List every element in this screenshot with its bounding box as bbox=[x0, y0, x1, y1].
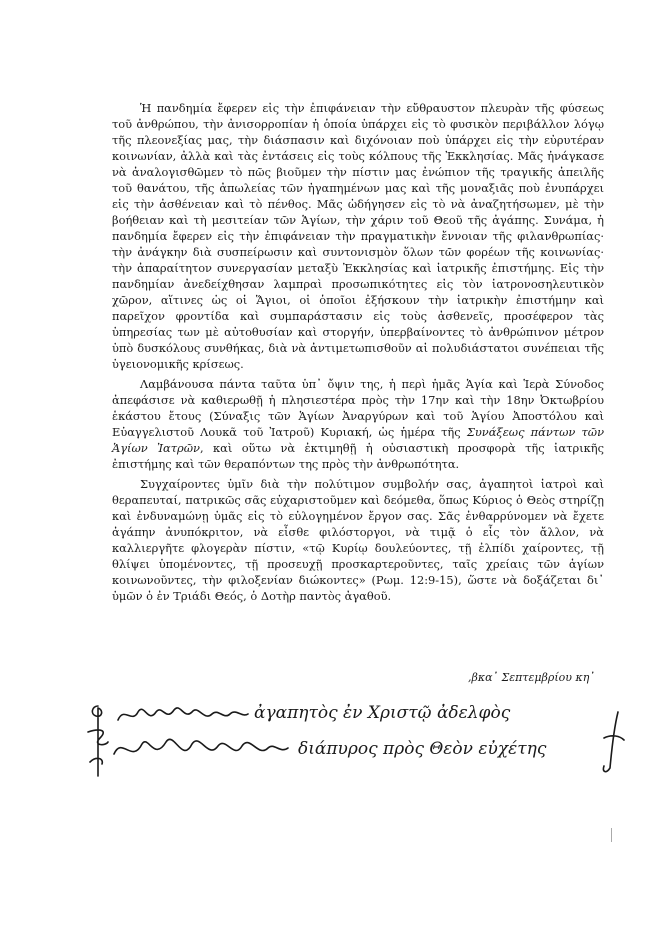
feast-name-emphasis: Συνάξεως πάντων τῶν Ἁγίων Ἰατρῶν bbox=[112, 425, 604, 455]
paragraph-text: , καὶ οὕτω νὰ ἐκτιμηθῇ ἡ οὐσιαστικὴ προσφορὰ τῆς ἰατρικῆς ἐπιστήμης καὶ τῶν θεραπόντων της πρὸς τὴν ἀνθρωπότητα. bbox=[112, 441, 604, 471]
paragraph-text: Λαμβάνουσα πάντα ταῦτα ὑπ᾽ ὄψιν της, ἡ περὶ ἡμᾶς Ἁγία καὶ Ἱερὰ Σύνοδος ἀπεφάσισε νὰ καθιερωθῇ ἡ πλησιεστέρα πρὸς τὴν 17ην καὶ τὴν 18ην Ὀκτωβρίου ἑκάστου ἔτους (Σύναξις τῶν Ἁγίων Ἀναργύρων καὶ τοῦ Ἁγίου Ἀποστόλου καὶ Εὐαγγελιστοῦ Λουκᾶ τοῦ Ἰατροῦ) Κυριακή, ὡς ἡμέρα τῆς bbox=[112, 377, 604, 439]
signature-line-2: διάπυρος πρὸς Θεὸν εὐχέτης bbox=[298, 739, 547, 759]
paragraph-blessing bbox=[112, 476, 604, 604]
paragraph-synod-decision bbox=[112, 376, 604, 472]
signature-line-1: ἀγαπητὸς ἐν Χριστῷ ἀδελφὸς bbox=[254, 703, 511, 723]
paragraph-text: Συγχαίροντες ὑμῖν διὰ τὴν πολύτιμον συμβολήν σας, ἀγαπητοὶ ἰατροὶ καὶ θεραπευταί, πατρικῶς σᾶς εὐχαριστοῦμεν καὶ δεόμεθα, ὅπως Κύριος ὁ Θεὸς στηρίζῃ καὶ ἐνδυναμώνῃ ὑμᾶς εἰς τὸ εὐλογημένον ἔργον σας. Σᾶς ἐνθαρρύνομεν νὰ ἔχετε ἀγάπην ἀνυπόκριτον, νὰ εἶσθε φιλόστοργοι, νὰ τιμᾷ ὁ εἷς τὸν ἄλλον, νὰ καλλιεργῆτε φλογερὰν πίστιν, «τῷ Κυρίῳ δουλεύοντες, τῇ ἐλπίδι χαίροντες, τῇ θλίψει ὑπομένοντες, τῇ προσευχῇ προσκαρτεροῦντες, ταῖς χρείαις τῶν ἁγίων κοινωνοῦντες, τὴν φιλοξενίαν διώκοντες» (Ρωμ. 12:9-15), ὥστε νὰ δοξάζεται δι᾽ ὑμῶν ὁ ἐν Τριάδι Θεός, ὁ Δοτὴρ παντὸς ἀγαθοῦ. bbox=[112, 477, 604, 603]
margin-mark bbox=[611, 828, 612, 842]
paragraph-text: Ἡ πανδημία ἔφερεν εἰς τὴν ἐπιφάνειαν τὴν εὔθραυστον πλευρὰν τῆς φύσεως τοῦ ἀνθρώπου, τὴν ἀνισορροπίαν ἡ ὁποία ὑπάρχει εἰς τὸ φυσικὸν περιβάλλον λόγῳ τῆς πλεονεξίας μας, τὴν διάσπασιν καὶ διχόνοιαν ποὺ ὑπάρχει εἰς τὴν εὐρυτέραν κοινωνίαν, ἀλλὰ καὶ τὰς ἐντάσεις εἰς τοὺς κόλπους τῆς Ἐκκλησίας. Μᾶς ἠνάγκασε νὰ ἀναλογισθῶμεν τὸ πῶς βιοῦμεν τὴν πίστιν μας ἐνώπιον τῆς τραγικῆς ἀπειλῆς τοῦ θανάτου, τῆς ἀπωλείας τῶν ἠγαπημένων μας καὶ τῆς μοναξιᾶς ποὺ ἐνυπάρχει εἰς τὴν ἀσθένειαν καὶ τὸ πένθος. Μᾶς ὡδήγησεν εἰς τὸ νὰ ἀναζητήσωμεν, μὲ τὴν βοήθειαν καὶ τὴ μεσιτείαν τῶν Ἁγίων, τὴν χάριν τοῦ Θεοῦ τῆς ἀγάπης. Συνάμα, ἡ πανδημία ἔφερεν εἰς τὴν ἐπιφάνειαν τὴν πραγματικὴν ἔννοιαν τῆς φιλανθρωπίας· τὴν ἀνάγκην διὰ συσπείρωσιν καὶ συντονισμὸν ὅλων τῶν φορέων τῆς κοινωνίας· τὴν ἀπαραίτητον συνεργασίαν μεταξὺ Ἐκκλησίας καὶ ἰατρικῆς ἐπιστήμης. Εἰς τὴν πανδημίαν ἀνεδείχθησαν λαμπραὶ προσωπικότητες εἰς τὸν ἰατρονοσηλευτικὸν χῶρον, αἵτινες ὡς οἱ Ἅγιοι, οἱ ὁποῖοι ἐξήσκουν τὴν ἰατρικὴν ἐπιστήμην καὶ παρεῖχον φροντίδα καὶ συμπαράστασιν εἰς τοὺς ἀσθενεῖς, προσέφερον τὰς ὑπηρεσίας των μὲ αὐτοθυσίαν καὶ στοργήν, ὑπερβαίνοντες τὸ ἀνθρώπινον μέτρον ὑπὸ δυσκόλους συνθήκας, διὰ νὰ ἀντιμετωπισθοῦν αἱ πολυδιάστατοι συνέπειαι τῆς ὑγειονομικῆς κρίσεως. bbox=[112, 101, 604, 371]
paragraph-pandemic bbox=[112, 100, 604, 372]
handwritten-signature bbox=[78, 684, 638, 784]
date-line: ,βκα᾽ Σεπτεμβρίου κη᾽ bbox=[468, 671, 595, 684]
letter-body bbox=[112, 100, 604, 604]
